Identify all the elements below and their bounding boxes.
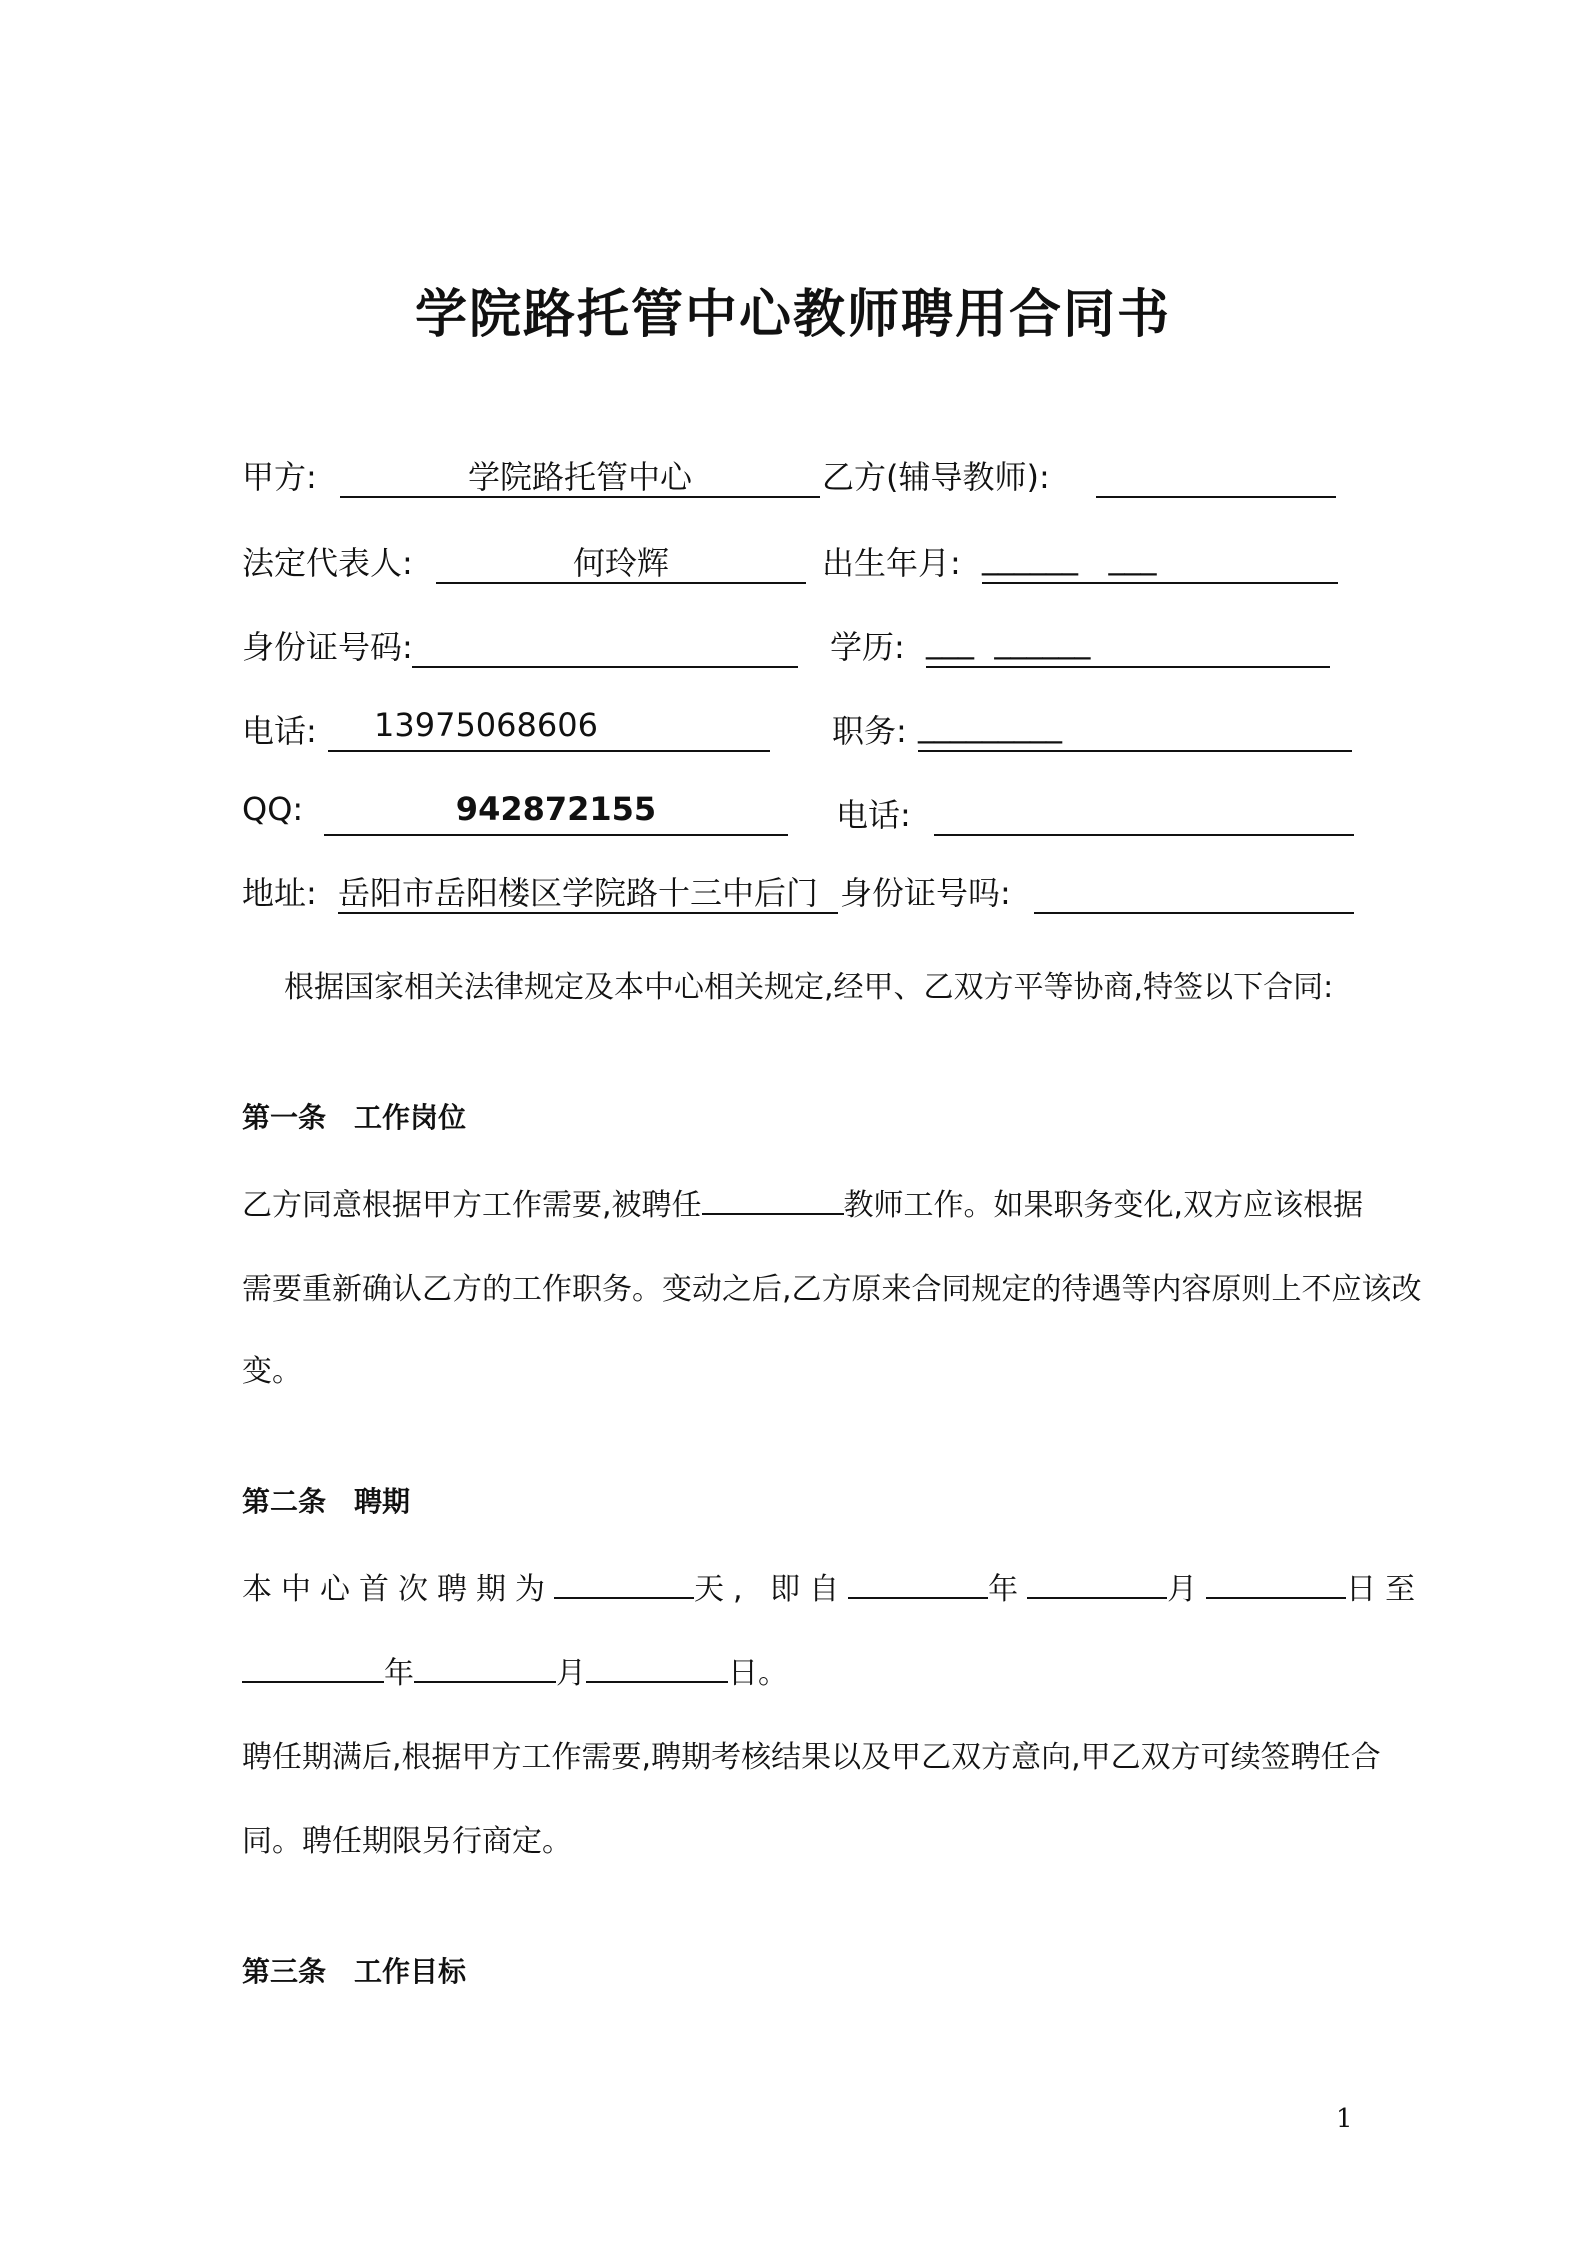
row-qq — [0, 790, 1586, 850]
address-label: 地址: — [242, 874, 317, 912]
education-field[interactable]: ___ ______ — [926, 622, 1330, 668]
party-b-field[interactable] — [1096, 452, 1336, 498]
legal-rep-label: 法定代表人: — [242, 544, 413, 582]
id-b-label: 身份证号吗: — [840, 874, 1011, 912]
party-b-label: 乙方(辅导教师): — [822, 458, 1050, 496]
section-1-heading: 第一条 工作岗位 — [242, 1101, 467, 1134]
section-2-line-3: 聘任期满后,根据甲方工作需要,聘期考核结果以及甲乙双方意向,甲乙双方可续签聘任合 — [242, 1740, 1381, 1775]
section-2-text-f: 年 — [384, 1656, 414, 1691]
section-2-text-g: 月 — [556, 1656, 586, 1691]
section-1-line-2: 需要重新确认乙方的工作职务。变动之后,乙方原来合同规定的待遇等内容原则上不应该改 — [242, 1272, 1422, 1307]
section-2-text-b: 天, 即自 — [694, 1572, 849, 1607]
section-3-heading: 第三条 工作目标 — [242, 1955, 467, 1988]
row-address — [0, 868, 1586, 928]
section-1-line-3: 变。 — [242, 1354, 302, 1389]
section-2-text-c: 年 — [988, 1572, 1028, 1607]
page-number: 1 — [1336, 2104, 1353, 2134]
row-legal-rep — [0, 538, 1586, 598]
row-phone — [0, 706, 1586, 766]
id-label: 身份证号码: — [242, 628, 413, 666]
birth-field[interactable]: ______ ___ — [982, 538, 1338, 584]
section-2-text-a: 本中心首次聘期为 — [242, 1572, 554, 1607]
row-id — [0, 622, 1586, 682]
legal-rep-field[interactable]: 何玲辉 — [436, 538, 806, 584]
section-1-blank-position[interactable] — [702, 1185, 844, 1215]
intro-paragraph: 根据国家相关法律规定及本中心相关规定,经甲、乙双方平等协商,特签以下合同: — [284, 970, 1334, 1005]
id-b-field[interactable] — [1034, 868, 1354, 914]
position-field[interactable]: _________ — [918, 706, 1352, 752]
address-field[interactable]: 岳阳市岳阳楼区学院路十三中后门 — [338, 868, 838, 914]
section-1-text-b: 教师工作。如果职务变化,双方应该根据 — [843, 1188, 1364, 1223]
position-label: 职务: — [832, 712, 907, 750]
blank-end-year[interactable] — [242, 1653, 384, 1683]
blank-start-month[interactable] — [1027, 1569, 1167, 1599]
birth-label: 出生年月: — [822, 544, 961, 582]
party-a-field[interactable]: 学院路托管中心 — [340, 452, 820, 498]
phone-b-field[interactable] — [934, 790, 1354, 836]
phone-a-field[interactable]: 13975068606 — [328, 706, 770, 752]
phone-a-label: 电话: — [242, 712, 317, 750]
education-label: 学历: — [830, 628, 905, 666]
section-2-text-e: 日至 — [1346, 1572, 1425, 1607]
row-party — [0, 452, 1586, 512]
section-2-text-d: 月 — [1167, 1572, 1207, 1607]
section-2-text-h: 日。 — [728, 1656, 788, 1691]
section-2-heading: 第二条 聘期 — [242, 1485, 411, 1518]
section-1-text-a: 乙方同意根据甲方工作需要,被聘任 — [242, 1188, 702, 1223]
document-title: 学院路托管中心教师聘用合同书 — [414, 285, 1171, 345]
blank-end-month[interactable] — [414, 1653, 556, 1683]
blank-start-day[interactable] — [1206, 1569, 1346, 1599]
qq-field[interactable]: 942872155 — [324, 790, 788, 836]
blank-end-day[interactable] — [586, 1653, 728, 1683]
section-2-line-4: 同。聘任期限另行商定。 — [242, 1824, 572, 1859]
party-a-label: 甲方: — [242, 458, 317, 496]
blank-start-year[interactable] — [848, 1569, 988, 1599]
section-2-line-1 — [242, 1564, 1425, 1608]
qq-label: QQ: — [242, 790, 304, 828]
phone-b-label: 电话: — [836, 796, 911, 834]
section-1-line-1 — [242, 1180, 1364, 1224]
blank-days[interactable] — [554, 1569, 694, 1599]
id-field[interactable] — [412, 622, 798, 668]
section-2-line-2 — [242, 1648, 1356, 1692]
